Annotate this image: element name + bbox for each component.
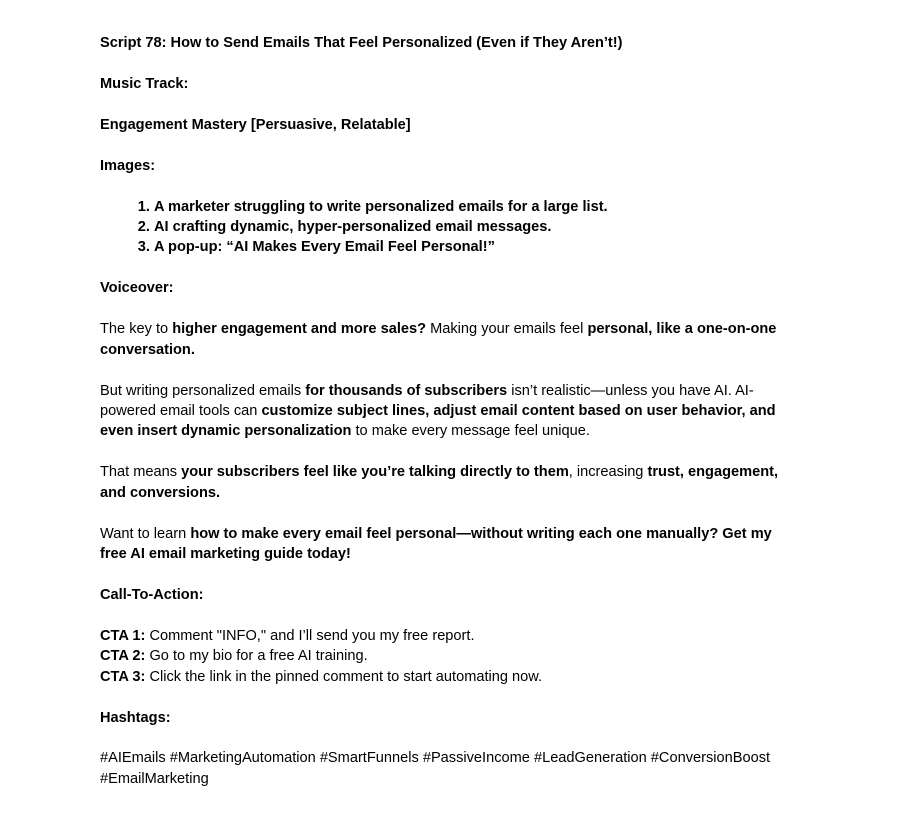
hashtags-heading: Hashtags:: [100, 709, 171, 726]
list-item: 3. A pop-up: “AI Makes Every Email Feel Personal!”: [154, 237, 790, 257]
cta-item-2: CTA 2: Go to my bio for a free AI training.: [100, 648, 368, 665]
images-heading: Images:: [100, 157, 156, 174]
voiceover-paragraph-4: Want to learn how to make every email feel personal—without writing each one manually? Get my free AI email marketing guide today!: [100, 525, 772, 562]
list-item: 2. AI crafting dynamic, hyper-personalized email messages.: [154, 217, 790, 237]
hashtags-text: #AIEmails #MarketingAutomation #SmartFunnels #PassiveIncome #LeadGeneration #ConversionBoost #EmailMarketing: [100, 750, 771, 787]
list-item: 1. A marketer struggling to write personalized emails for a large list.: [154, 197, 790, 217]
cta-item-3: CTA 3: Click the link in the pinned comment to start automating now.: [100, 668, 543, 685]
voiceover-paragraph-2: But writing personalized emails for thousands of subscribers isn’t realistic—unless you have AI. AI-powered email tools can customize subject lines, adjust email content based on user behavior, and even insert dynamic personalization to make every message feel unique.: [100, 382, 776, 440]
voiceover-paragraph-3: That means your subscribers feel like you’re talking directly to them, increasing trust, engagement, and conversions.: [100, 464, 779, 501]
music-heading: Music Track:: [100, 75, 189, 92]
script-title: Script 78: How to Send Emails That Feel Personalized (Even if They Aren’t!): [100, 35, 623, 51]
cta-list: [100, 626, 801, 687]
voiceover-heading: Voiceover:: [100, 280, 174, 297]
cta-heading: Call-To-Action:: [100, 586, 204, 603]
cta-item-1: CTA 1: Comment "INFO," and I’ll send you my free report.: [100, 627, 475, 644]
voiceover-paragraph-1: The key to higher engagement and more sales? Making your emails feel personal, like a one-on-one conversation.: [100, 321, 777, 358]
music-track: Engagement Mastery [Persuasive, Relatable]: [100, 116, 411, 133]
images-list: [100, 197, 790, 258]
